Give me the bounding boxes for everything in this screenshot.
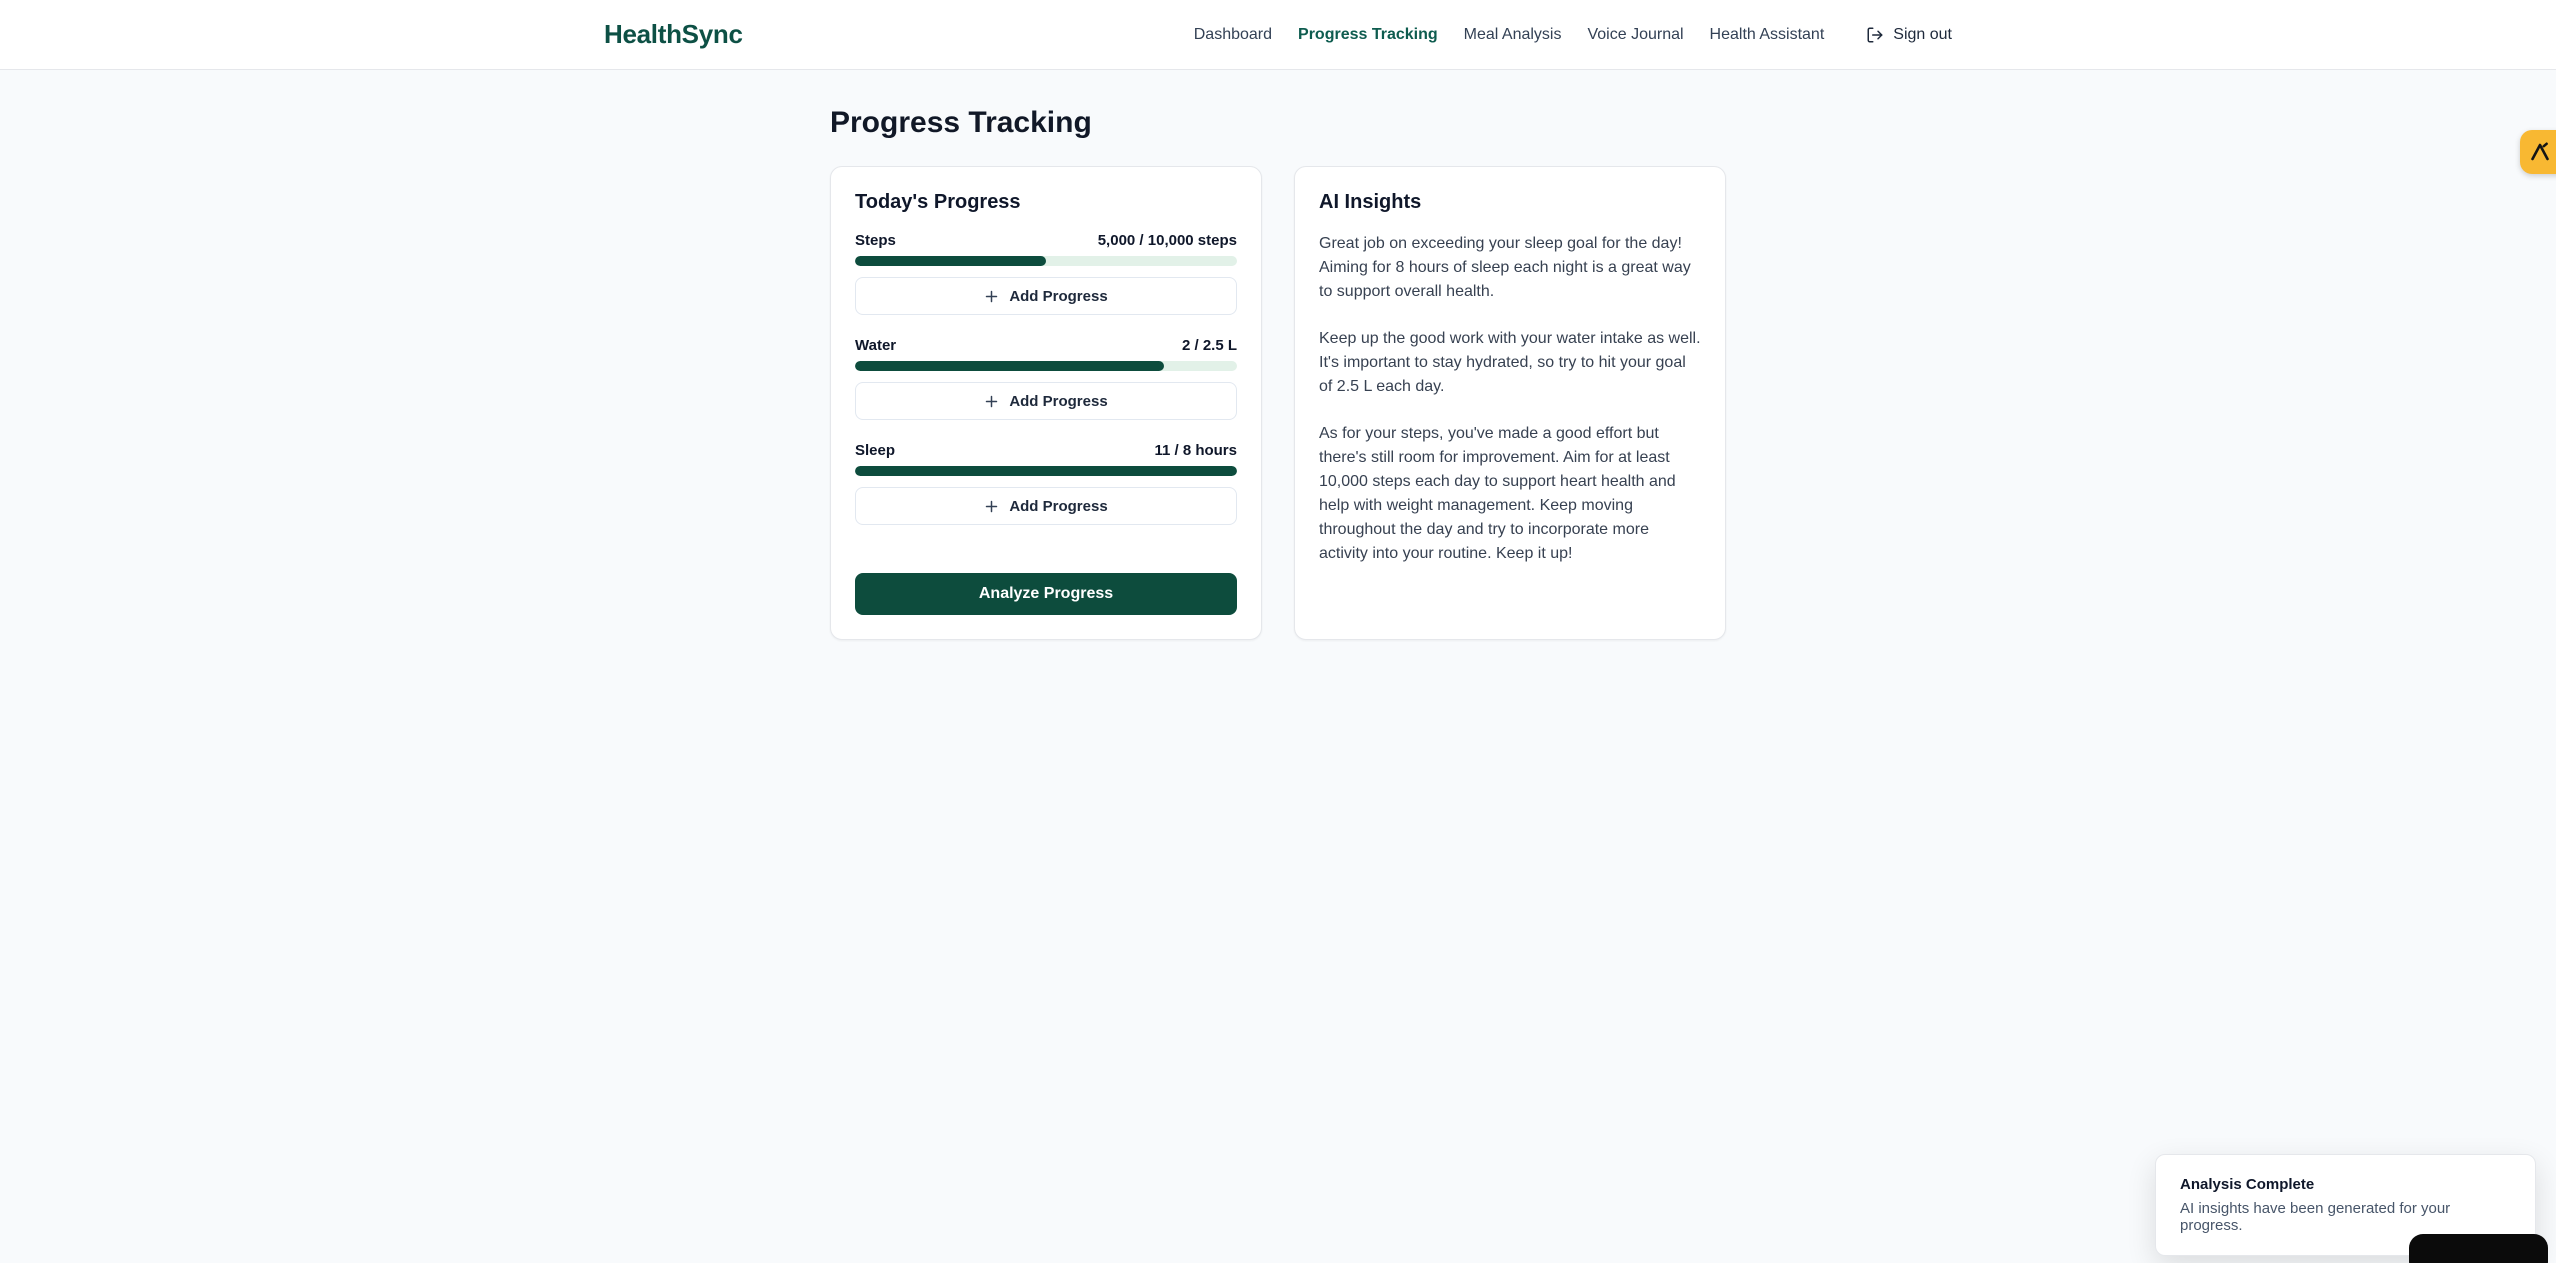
top-header — [0, 0, 2556, 70]
main-content — [830, 70, 1726, 640]
progress-bar-fill — [855, 361, 1164, 371]
progress-bar-track — [855, 256, 1237, 266]
page-title: Progress Tracking — [830, 106, 1092, 139]
main-nav — [1194, 26, 1952, 44]
add-progress-water-button[interactable] — [855, 382, 1237, 420]
insight-paragraph: As for your steps, you've made a good effort but there's still room for improvement. Aim for at least 10,000 steps each day to support heart health and help with weight management. Keep moving throughout the day and try to incorporate more activity into your routine. Keep it up! — [1319, 425, 1676, 562]
toast-body: AI insights have been generated for your progress. — [2180, 1200, 2451, 1234]
nav-item-health-assistant[interactable]: Health Assistant — [1709, 25, 1825, 43]
lambda-logo-icon — [2528, 140, 2552, 164]
bottom-overlay-bar — [2409, 1234, 2548, 1263]
plus-icon — [984, 289, 999, 304]
metric-value: 5,000 / 10,000 steps — [1097, 232, 1237, 249]
metric-water — [855, 337, 1237, 420]
metric-name: Water — [855, 337, 897, 354]
plus-icon — [984, 394, 999, 409]
analyze-progress-button[interactable]: Analyze Progress — [855, 573, 1237, 615]
metric-sleep — [855, 442, 1237, 525]
add-progress-steps-button[interactable] — [855, 277, 1237, 315]
progress-card-title: Today's Progress — [855, 191, 1021, 213]
metric-value: 11 / 8 hours — [1154, 442, 1237, 459]
todays-progress-card — [830, 166, 1262, 640]
ai-insights-card — [1294, 166, 1726, 640]
brand-logo[interactable]: HealthSync — [604, 19, 743, 49]
progress-bar-track — [855, 361, 1237, 371]
sign-out-label: Sign out — [1893, 25, 1952, 43]
toast-title: Analysis Complete — [2180, 1176, 2315, 1193]
insight-paragraph: Great job on exceeding your sleep goal for the day! Aiming for 8 hours of sleep each night is a great way to support overall health. — [1319, 235, 1691, 300]
progress-bar-track — [855, 466, 1237, 476]
insight-paragraph: Keep up the good work with your water intake as well. It's important to stay hydrated, so try to hit your goal of 2.5 L each day. — [1319, 330, 1701, 395]
add-progress-label: Add Progress — [1009, 392, 1108, 410]
metric-name: Sleep — [855, 442, 896, 459]
sign-out-button[interactable] — [1866, 26, 1952, 44]
nav-item-dashboard[interactable]: Dashboard — [1193, 25, 1273, 43]
progress-bar-fill — [855, 256, 1046, 266]
add-progress-sleep-button[interactable] — [855, 487, 1237, 525]
progress-bar-fill — [855, 466, 1237, 476]
nav-item-voice-journal[interactable]: Voice Journal — [1587, 25, 1684, 43]
nav-item-progress-tracking[interactable]: Progress Tracking — [1298, 25, 1438, 43]
floating-widget-button[interactable] — [2520, 130, 2556, 174]
metric-label-row — [855, 337, 1237, 354]
metric-label-row — [855, 442, 1237, 459]
add-progress-label: Add Progress — [1009, 287, 1108, 305]
cards-grid — [830, 166, 1726, 640]
metric-name: Steps — [855, 232, 896, 249]
add-progress-label: Add Progress — [1009, 497, 1108, 515]
header-container — [604, 19, 1952, 50]
nav-item-meal-analysis[interactable]: Meal Analysis — [1463, 25, 1562, 43]
metric-value: 2 / 2.5 L — [1181, 337, 1237, 354]
insights-card-title: AI Insights — [1319, 191, 1422, 213]
plus-icon — [984, 499, 999, 514]
metric-label-row — [855, 232, 1237, 249]
logout-icon — [1866, 26, 1884, 44]
metric-steps — [855, 232, 1237, 315]
